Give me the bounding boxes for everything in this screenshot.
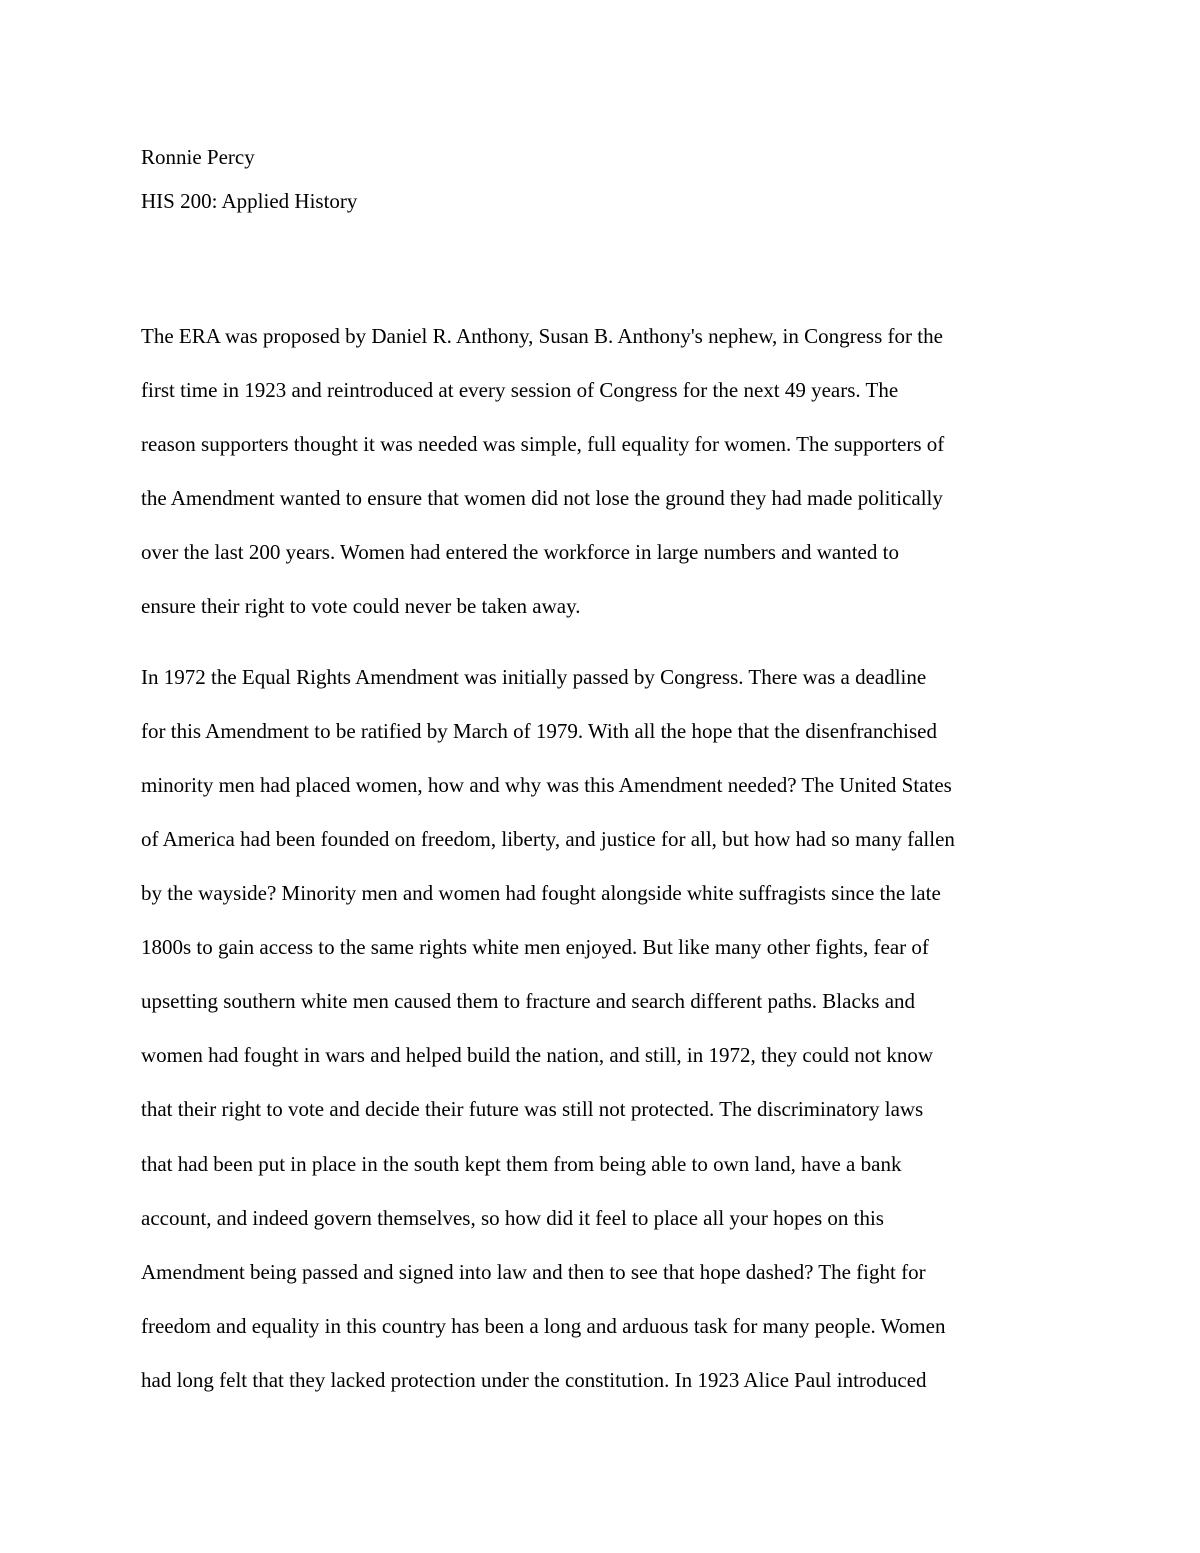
- paragraph-line: the Amendment wanted to ensure that women did not lose the ground they had made politically: [141, 486, 943, 510]
- paragraph-line: Amendment being passed and signed into law and then to see that hope dashed? The fight for: [141, 1260, 926, 1284]
- paragraph-line: upsetting southern white men caused them to fracture and search different paths. Blacks and: [141, 989, 916, 1013]
- paragraph-line: for this Amendment to be ratified by March of 1979. With all the hope that the disenfranchised: [141, 719, 937, 743]
- paragraph-line: women had fought in wars and helped build the nation, and still, in 1972, they could not know: [141, 1043, 934, 1067]
- paragraph-line: that had been put in place in the south kept them from being able to own land, have a bank: [141, 1152, 902, 1176]
- paragraph-line: freedom and equality in this country has been a long and arduous task for many people. Women: [141, 1314, 946, 1338]
- paragraph-line: had long felt that they lacked protection under the constitution. In 1923 Alice Paul introduced: [141, 1368, 927, 1392]
- paragraph-line: The ERA was proposed by Daniel R. Anthony, Susan B. Anthony's nephew, in Congress for the: [141, 324, 943, 348]
- paragraph-line: that their right to vote and decide their future was still not protected. The discriminatory laws: [141, 1097, 924, 1121]
- paragraph-line: account, and indeed govern themselves, so how did it feel to place all your hopes on this: [141, 1206, 884, 1230]
- paragraph-line: ensure their right to vote could never be taken away.: [141, 594, 581, 618]
- paragraph-line: by the wayside? Minority men and women had fought alongside white suffragists since the late: [141, 881, 941, 905]
- paragraph-line: 1800s to gain access to the same rights white men enjoyed. But like many other fights, fear of: [141, 935, 929, 959]
- author-name: Ronnie Percy: [141, 145, 255, 169]
- paragraph-line: of America had been founded on freedom, liberty, and justice for all, but how had so many fallen: [141, 827, 955, 851]
- paragraph-line: first time in 1923 and reintroduced at every session of Congress for the next 49 years. The: [141, 378, 899, 402]
- paragraph-line: In 1972 the Equal Rights Amendment was initially passed by Congress. There was a deadline: [141, 665, 927, 689]
- paragraph-line: minority men had placed women, how and why was this Amendment needed? The United States: [141, 773, 952, 797]
- paragraph-line: over the last 200 years. Women had entered the workforce in large numbers and wanted to: [141, 540, 899, 564]
- course-title: HIS 200: Applied History: [141, 189, 358, 213]
- paragraph-line: reason supporters thought it was needed was simple, full equality for women. The supporters of: [141, 432, 945, 456]
